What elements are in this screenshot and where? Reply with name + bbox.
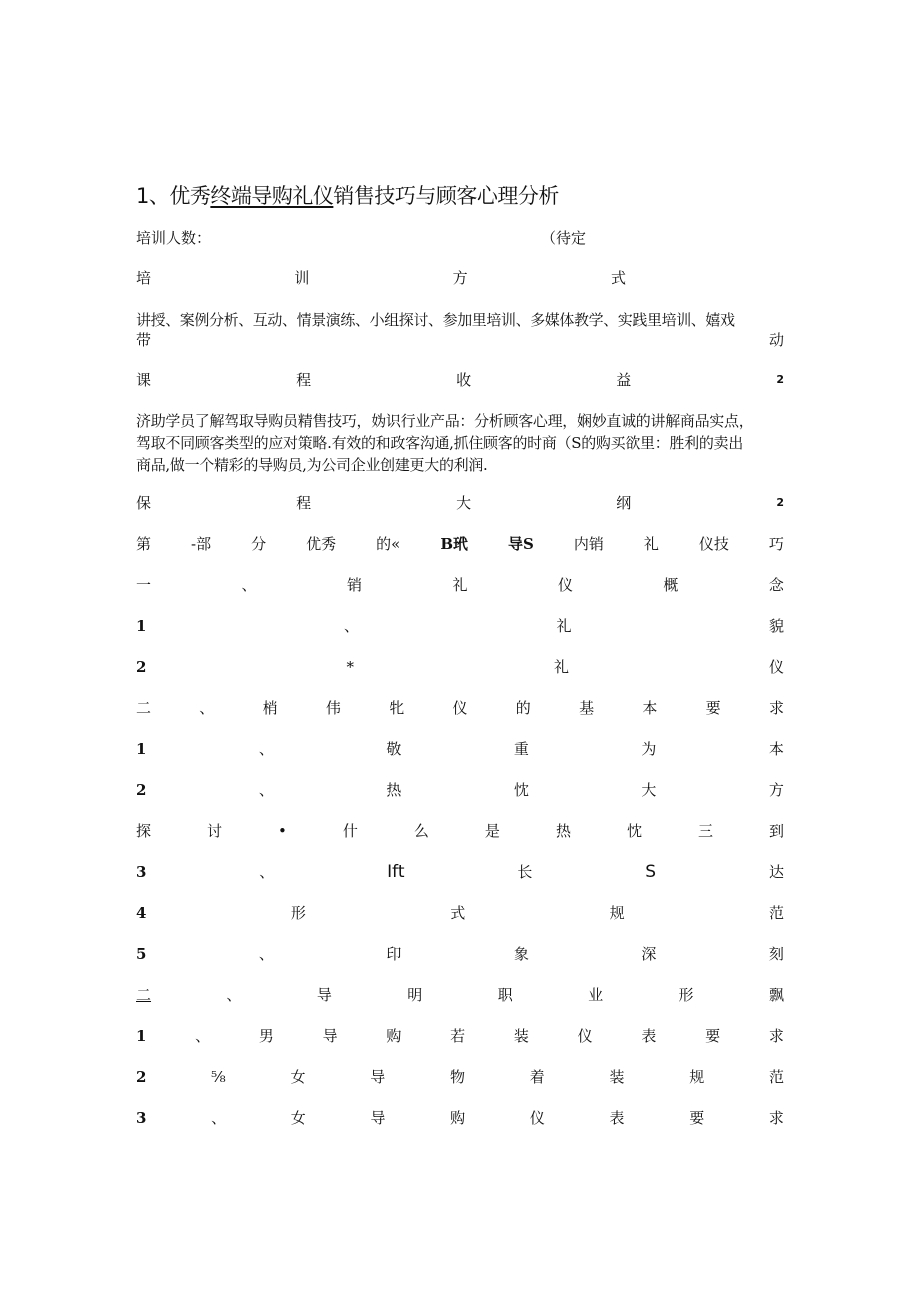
outline-row xyxy=(136,820,784,842)
methods-left: 带 xyxy=(136,331,152,349)
heading-number: 2 xyxy=(776,373,784,386)
outline-cell: 伟 xyxy=(325,699,341,717)
outline-cell: 购 xyxy=(386,1027,402,1045)
outline-cell: 业 xyxy=(588,986,604,1004)
outline-cell: 巧 xyxy=(768,535,784,553)
outline-cell: 本 xyxy=(768,740,784,758)
outline-cell: 重 xyxy=(513,740,529,758)
outline-cell: 礼 xyxy=(643,535,659,553)
outline-row xyxy=(136,943,784,965)
heading-char: 程 xyxy=(296,371,312,389)
outline-cell: 三 xyxy=(697,822,713,840)
outline-cell: 什 xyxy=(342,822,358,840)
outline-cell: 深 xyxy=(641,945,657,963)
outline-cell: 梢 xyxy=(262,699,278,717)
outline-cell: 仪 xyxy=(577,1027,593,1045)
outline-row xyxy=(136,656,784,678)
outline-cell: 念 xyxy=(768,576,784,594)
outline-cell: 仪 xyxy=(529,1109,545,1127)
outline-cell: 装 xyxy=(513,1027,529,1045)
outline-cell: 牝 xyxy=(389,699,405,717)
outline-cell: 忱 xyxy=(513,781,529,799)
outline-cell: 男 xyxy=(258,1027,274,1045)
outline-cell: 概 xyxy=(663,576,679,594)
outline-cell: Ift xyxy=(387,862,405,882)
outline-cell: 求 xyxy=(768,1027,784,1045)
outline-cell: 一 xyxy=(136,576,152,594)
outline-cell: 长 xyxy=(517,863,533,881)
outline-cell: 的« xyxy=(376,535,401,553)
outline-cell: 热 xyxy=(555,822,571,840)
outline-cell: 飘 xyxy=(768,986,784,1004)
outline-cell: 规 xyxy=(689,1068,705,1086)
outline-cell: 表 xyxy=(641,1027,657,1045)
training-count-line xyxy=(136,227,784,249)
outline-cell: 3 xyxy=(136,863,147,881)
training-count-value: （待定 xyxy=(541,229,587,247)
outline-cell: 2 xyxy=(136,1068,147,1086)
outline-cell: 优秀 xyxy=(306,535,337,553)
outline-cell: 2 xyxy=(136,658,147,676)
outline-cell: 礼 xyxy=(553,658,569,676)
outline-cell: * xyxy=(346,658,354,676)
outline-cell: 印 xyxy=(386,945,402,963)
method-heading xyxy=(136,267,626,289)
outline-cell: 导 xyxy=(322,1027,338,1045)
outline-cell: 探 xyxy=(136,822,152,840)
outline-cell: 达 xyxy=(768,863,784,881)
outline-cell: 二 xyxy=(136,986,152,1004)
outline-cell: 仪 xyxy=(557,576,573,594)
outline-cell: 女 xyxy=(290,1068,306,1086)
outline-cell: 求 xyxy=(768,699,784,717)
outline-cell: 4 xyxy=(136,904,147,922)
outline-cell: 仪 xyxy=(452,699,468,717)
outline-cell: 求 xyxy=(768,1109,784,1127)
methods-line-2 xyxy=(136,329,784,351)
outline-cell: 着 xyxy=(529,1068,545,1086)
outline-cell: 仪技 xyxy=(698,535,729,553)
outline-cell: 、 xyxy=(258,781,274,799)
outline-cell: 、 xyxy=(259,863,275,881)
heading-char: 纲 xyxy=(616,494,632,512)
outline-cell: 女 xyxy=(290,1109,306,1127)
heading-char: 益 xyxy=(616,371,632,389)
outline-cell: 方 xyxy=(768,781,784,799)
outline-row xyxy=(136,779,784,801)
outline-cell: 到 xyxy=(768,822,784,840)
outline-cell: 象 xyxy=(513,945,529,963)
page-title xyxy=(136,180,559,210)
outline-cell: 、 xyxy=(211,1109,227,1127)
outline-row xyxy=(136,615,784,637)
heading-char: 课 xyxy=(136,371,152,389)
outline-row xyxy=(136,861,784,883)
outline-cell: 若 xyxy=(450,1027,466,1045)
outline-cell: 表 xyxy=(609,1109,625,1127)
heading-char: 程 xyxy=(296,494,312,512)
outline-cell: 、 xyxy=(258,945,274,963)
outline-cell: 5 xyxy=(136,945,147,963)
outline-cell: 敬 xyxy=(386,740,402,758)
outline-cell: 基 xyxy=(579,699,595,717)
outline-cell: 第 xyxy=(136,535,152,553)
outline-cell: 导 xyxy=(370,1068,386,1086)
outline-cell: 的 xyxy=(515,699,531,717)
outline-cell: 为 xyxy=(641,740,657,758)
outline-cell: 物 xyxy=(449,1068,465,1086)
outline-cell: 1 xyxy=(136,1027,147,1045)
heading-char: 培 xyxy=(136,269,152,287)
benefits-paragraph xyxy=(136,410,784,476)
outline-cell: 本 xyxy=(642,699,658,717)
outline-cell: 要 xyxy=(705,699,721,717)
outline-cell: 、 xyxy=(199,699,215,717)
outline-cell: S xyxy=(645,862,657,882)
title-suffix: 销售技巧与顾客心理分析 xyxy=(333,184,559,208)
outline-cell: 销 xyxy=(346,576,362,594)
outline-cell: 、 xyxy=(226,986,242,1004)
outline-cell: 刻 xyxy=(768,945,784,963)
outline-cell: 要 xyxy=(705,1027,721,1045)
outline-cell: 、 xyxy=(195,1027,211,1045)
outline-cell: 热 xyxy=(386,781,402,799)
outline-cell: 礼 xyxy=(452,576,468,594)
outline-cell: 形 xyxy=(678,986,694,1004)
title-underlined: 终端导购礼仪 xyxy=(210,184,334,208)
title-prefix: 1、优秀 xyxy=(136,184,211,208)
outline-cell: -部 xyxy=(191,535,212,553)
outline-cell: 式 xyxy=(450,904,466,922)
outline-cell: 忱 xyxy=(626,822,642,840)
outline-cell: 仪 xyxy=(768,658,784,676)
outline-cell: 导 xyxy=(316,986,332,1004)
outline-cell: 讨 xyxy=(207,822,223,840)
outline-cell: 大 xyxy=(641,781,657,799)
methods-line-1: 讲授、案例分析、互动、情景演练、小组探讨、参加里培训、多媒体教学、实践里培训、嬉戏 xyxy=(136,311,735,329)
outline-cell: 内销 xyxy=(573,535,604,553)
outline-heading xyxy=(136,492,784,514)
outline-row xyxy=(136,533,784,555)
outline-cell: 3 xyxy=(136,1109,147,1127)
heading-char: 保 xyxy=(136,494,152,512)
outline-cell: B玳 xyxy=(440,535,468,553)
outline-cell: ⅝ xyxy=(211,1068,226,1086)
outline-row xyxy=(136,902,784,924)
outline-cell: 貌 xyxy=(768,617,784,635)
outline-row xyxy=(136,1025,784,1047)
outline-row xyxy=(136,738,784,760)
outline-cell: 、 xyxy=(258,740,274,758)
outline-cell: 明 xyxy=(407,986,423,1004)
heading-char: 训 xyxy=(294,269,310,287)
outline-cell: 、 xyxy=(241,576,257,594)
outline-cell: 分 xyxy=(251,535,267,553)
outline-cell: 导S xyxy=(508,535,534,553)
benefit-heading xyxy=(136,369,784,391)
outline-cell: 2 xyxy=(136,781,147,799)
outline-row xyxy=(136,574,784,596)
outline-cell: 、 xyxy=(343,617,359,635)
benefit-line: 济助学员了解驾取导购员精售技巧，妫识行业产品：分析顾客心理，娴妙直诚的讲解商品实点， xyxy=(136,412,754,430)
outline-cell: 规 xyxy=(609,904,625,922)
heading-char: 收 xyxy=(456,371,472,389)
training-count-label: 培训人数： xyxy=(136,229,212,247)
benefit-line: 商品,做一个精彩的导购员,为公司企业创建更大的利润. xyxy=(136,456,488,474)
outline-cell: 形 xyxy=(290,904,306,922)
outline-cell: 购 xyxy=(450,1109,466,1127)
outline-row xyxy=(136,984,784,1006)
outline-row xyxy=(136,1066,784,1088)
heading-char: 方 xyxy=(452,269,468,287)
outline-cell: 是 xyxy=(484,822,500,840)
outline-cell: 礼 xyxy=(556,617,572,635)
outline-cell: 要 xyxy=(689,1109,705,1127)
outline-row xyxy=(136,697,784,719)
outline-cell: 装 xyxy=(609,1068,625,1086)
outline-cell: 二 xyxy=(136,699,152,717)
outline-row xyxy=(136,1107,784,1129)
methods-right: 动 xyxy=(768,331,784,349)
benefit-line: 驾取不同顾客类型的应对策略.有效的和政客沟通,抓住顾客的时商（S的购买欲里：胜利的卖出 xyxy=(136,434,743,452)
heading-char: 大 xyxy=(456,494,472,512)
outline-cell: 导 xyxy=(370,1109,386,1127)
outline-cell: 1 xyxy=(136,617,147,635)
outline-cell: 范 xyxy=(768,1068,784,1086)
outline-cell: • xyxy=(278,822,287,840)
outline-cell: 么 xyxy=(413,822,429,840)
outline-cell: 1 xyxy=(136,740,147,758)
heading-char: 式 xyxy=(610,269,626,287)
heading-number: 2 xyxy=(776,496,784,509)
outline-cell: 职 xyxy=(497,986,513,1004)
outline-cell: 范 xyxy=(768,904,784,922)
